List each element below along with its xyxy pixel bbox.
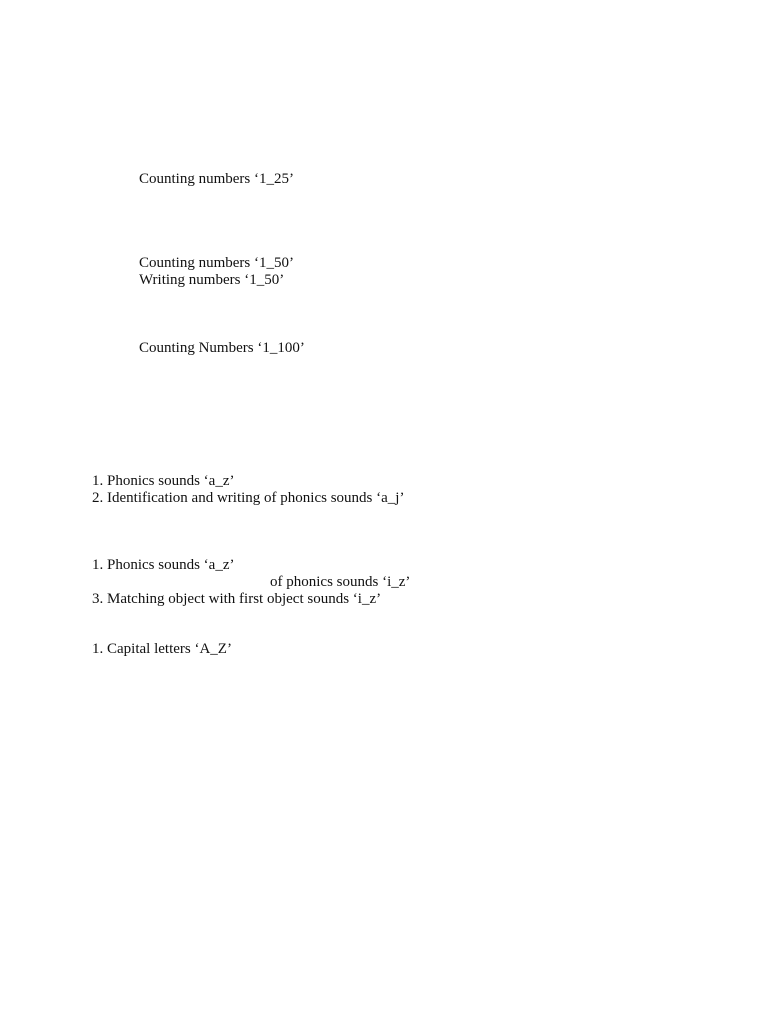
literacy-item-fragment-i-z: of phonics sounds ‘i_z’	[270, 574, 411, 590]
numeracy-line-counting-1-100: Counting Numbers ‘1_100’	[139, 340, 305, 356]
numeracy-line-counting-1-25: Counting numbers ‘1_25’	[139, 171, 294, 187]
literacy-item-capital-letters: 1. Capital letters ‘A_Z’	[92, 641, 232, 657]
literacy-item-phonics-sounds-2: 1. Phonics sounds ‘a_z’	[92, 557, 235, 573]
literacy-item-identification-writing: 2. Identification and writing of phonics sounds ‘a_j’	[92, 490, 405, 506]
numeracy-line-writing-1-50: Writing numbers ‘1_50’	[139, 272, 285, 288]
literacy-item-phonics-sounds: 1. Phonics sounds ‘a_z’	[92, 473, 235, 489]
literacy-item-matching-object: 3. Matching object with first object sounds ‘i_z’	[92, 591, 382, 607]
numeracy-line-counting-1-50: Counting numbers ‘1_50’	[139, 255, 294, 271]
